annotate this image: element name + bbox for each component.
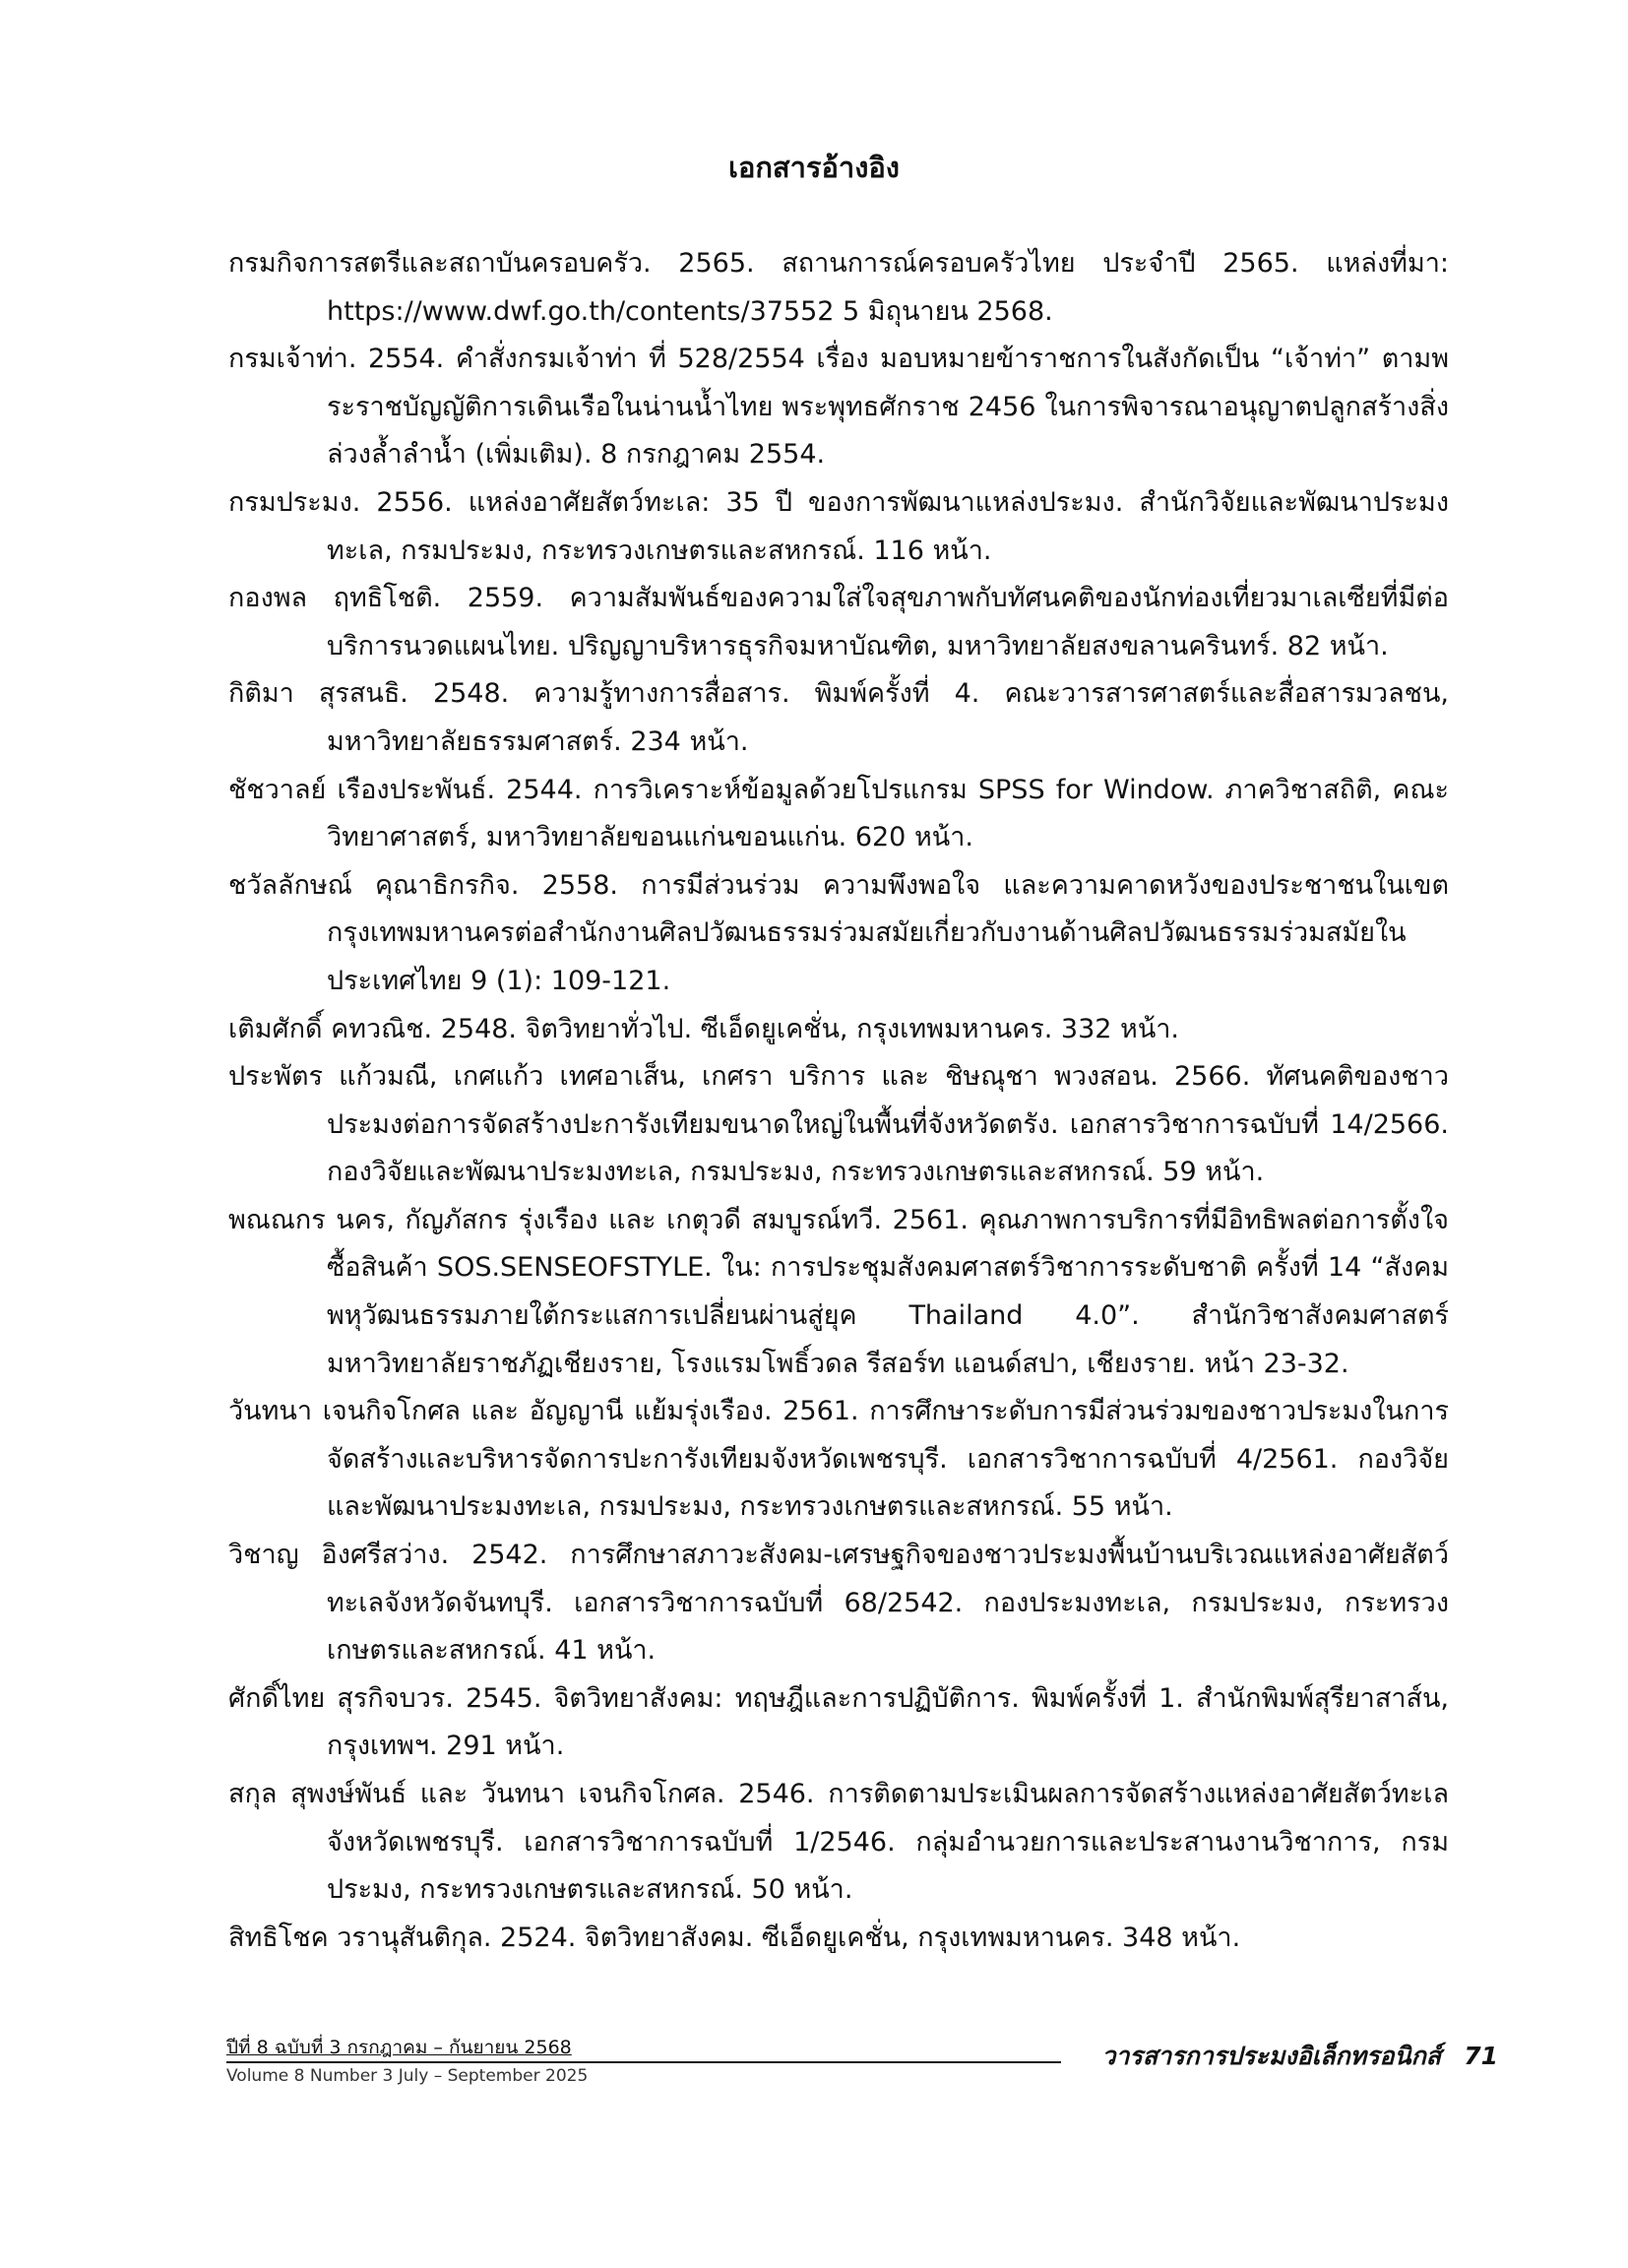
page-title: เอกสารอ้างอิง xyxy=(728,151,900,184)
reference-entry: สกุล สุพงษ์พันธ์ และ วันทนา เจนกิจโกศล. 2546. การติดตามประเมินผลการจัดสร้างแหล่งอาศัยสัตว์ทะเลจังหวัดเพชรบุรี. เอกสารวิชาการฉบับที่ 1/2546. กลุ่มอำนวยการและประสานงานวิชาการ, กรมประมง, กระทรวงเกษตรและสหกรณ์. 50 หน้า. xyxy=(228,1779,1449,1906)
reference-entry: กรมประมง. 2556. แหล่งอาศัยสัตว์ทะเล: 35 ปี ของการพัฒนาแหล่งประมง. สำนักวิจัยและพัฒนาประมงทะเล, กรมประมง, กระทรวงเกษตรและสหกรณ์. 116 หน้า. xyxy=(228,486,1449,566)
footer-issue-english: Volume 8 Number 3 July – September 2025 xyxy=(226,2066,589,2086)
reference-entry: ประพัตร แก้วมณี, เกศแก้ว เทศอาเส็น, เกศรา บริการ และ ชิษณุชา พวงสอน. 2566. ทัศนคติของชาวประมงต่อการจัดสร้างปะการังเทียมขนาดใหญ่ในพื้นที่จังหวัดตรัง. เอกสารวิชาการฉบับที่ 14/2566. กองวิจัยและพัฒนาประมงทะเล, กรมประมง, กระทรวงเกษตรและสหกรณ์. 59 หน้า. xyxy=(228,1061,1449,1188)
reference-entry: วิชาญ อิงศรีสว่าง. 2542. การศึกษาสภาวะสังคม-เศรษฐกิจของชาวประมงพื้นบ้านบริเวณแหล่งอาศัยสัตว์ทะเลจังหวัดจันทบุรี. เอกสารวิชาการฉบับที่ 68/2542. กองประมงทะเล, กรมประมง, กระทรวงเกษตรและสหกรณ์. 41 หน้า. xyxy=(228,1540,1449,1667)
reference-entry: พณณกร นคร, กัญภัสกร รุ่งเรือง และ เกตุวดี สมบูรณ์ทวี. 2561. คุณภาพการบริการที่มีอิทธิพลต่อการตั้งใจซื้อสินค้า SOS.SENSEOFSTYLE. ใน: การประชุมสังคมศาสตร์วิชาการระดับชาติ ครั้งที่ 14 “สังคมพหุวัฒนธรรมภายใต้กระแสการเปลี่ยนผ่านสู่ยุค Thailand 4.0”. สำนักวิชาสังคมศาสตร์ มหาวิทยาลัยราชภัฏเชียงราย, โรงแรมโพธิ์วดล รีสอร์ท แอนด์สปา, เชียงราย. หน้า 23-32. xyxy=(228,1204,1449,1379)
reference-entry: วันทนา เจนกิจโกศล และ อัญญานี แย้มรุ่งเรือง. 2561. การศึกษาระดับการมีส่วนร่วมของชาวประมงในการจัดสร้างและบริหารจัดการปะการังเทียมจังหวัดเพชรบุรี. เอกสารวิชาการฉบับที่ 4/2561. กองวิจัยและพัฒนาประมงทะเล, กรมประมง, กระทรวงเกษตรและสหกรณ์. 55 หน้า. xyxy=(228,1396,1449,1523)
reference-entry: กองพล ฤทธิโชติ. 2559. ความสัมพันธ์ของความใส่ใจสุขภาพกับทัศนคติของนักท่องเที่ยวมาเลเซียที่มีต่อบริการนวดแผนไทย. ปริญญาบริหารธุรกิจมหาบัณฑิต, มหาวิทยาลัยสงขลานครินทร์. 82 หน้า. xyxy=(228,583,1449,662)
reference-entry: ศักดิ์ไทย สุรกิจบวร. 2545. จิตวิทยาสังคม: ทฤษฎีและการปฏิบัติการ. พิมพ์ครั้งที่ 1. สำนักพิมพ์สุรียาสาส์น, กรุงเทพฯ. 291 หน้า. xyxy=(228,1682,1449,1762)
reference-entry: กรมกิจการสตรีและสถาบันครอบครัว. 2565. สถานการณ์ครอบครัวไทย ประจำปี 2565. แหล่งที่มา: https://www.dwf.go.th/contents/37552 5 มิถุนายน 2568. xyxy=(228,248,1449,327)
reference-list xyxy=(228,240,1449,1962)
reference-entry: กรมเจ้าท่า. 2554. คำสั่งกรมเจ้าท่า ที่ 528/2554 เรื่อง มอบหมายข้าราชการในสังกัดเป็น “เจ้าท่า” ตามพระราชบัญญัติการเดินเรือในน่านน้ำไทย พระพุทธศักราช 2456 ในการพิจารณาอนุญาตปลูกสร้างสิ่งล่วงล้ำลำน้ำ (เพิ่มเติม). 8 กรกฎาคม 2554. xyxy=(228,344,1449,471)
reference-entry: เติมศักดิ์ คทวณิช. 2548. จิตวิทยาทั่วไป. ซีเอ็ดยูเคชั่น, กรุงเทพมหานคร. 332 หน้า. xyxy=(228,1013,1180,1044)
reference-entry: ชวัลลักษณ์ คุณาธิกรกิจ. 2558. การมีส่วนร่วม ความพึงพอใจ และความคาดหวังของประชาชนในเขตกรุงเทพมหานครต่อสำนักงานศิลปวัฒนธรรมร่วมสมัยเกี่ยวกับงานด้านศิลปวัฒนธรรมร่วมสมัยในประเทศไทย 9 (1): 109-121. xyxy=(228,869,1449,996)
footer-divider xyxy=(226,2061,1061,2063)
footer-journal-name: วารสารการประมงอิเล็กทรอนิกส์ xyxy=(1101,2042,1441,2070)
reference-entry: กิติมา สุรสนธิ. 2548. ความรู้ทางการสื่อสาร. พิมพ์ครั้งที่ 4. คณะวารสารศาสตร์และสื่อสารมวลชน, มหาวิทยาลัยธรรมศาสตร์. 234 หน้า. xyxy=(228,678,1449,757)
page-number: 71 xyxy=(1464,2042,1498,2070)
page-footer xyxy=(226,2036,1498,2095)
reference-entry: ชัชวาลย์ เรืองประพันธ์. 2544. การวิเคราะห์ข้อมูลด้วยโปรแกรม SPSS for Window. ภาควิชาสถิติ, คณะวิทยาศาสตร์, มหาวิทยาลัยขอนแก่นขอนแก่น. 620 หน้า. xyxy=(228,774,1449,853)
reference-entry: สิทธิโชค วรานุสันติกุล. 2524. จิตวิทยาสังคม. ซีเอ็ดยูเคชั่น, กรุงเทพมหานคร. 348 หน้า. xyxy=(228,1922,1241,1953)
footer-issue-thai: ปีที่ 8 ฉบับที่ 3 กรกฎาคม – กันยายน 2568 xyxy=(226,2037,572,2058)
